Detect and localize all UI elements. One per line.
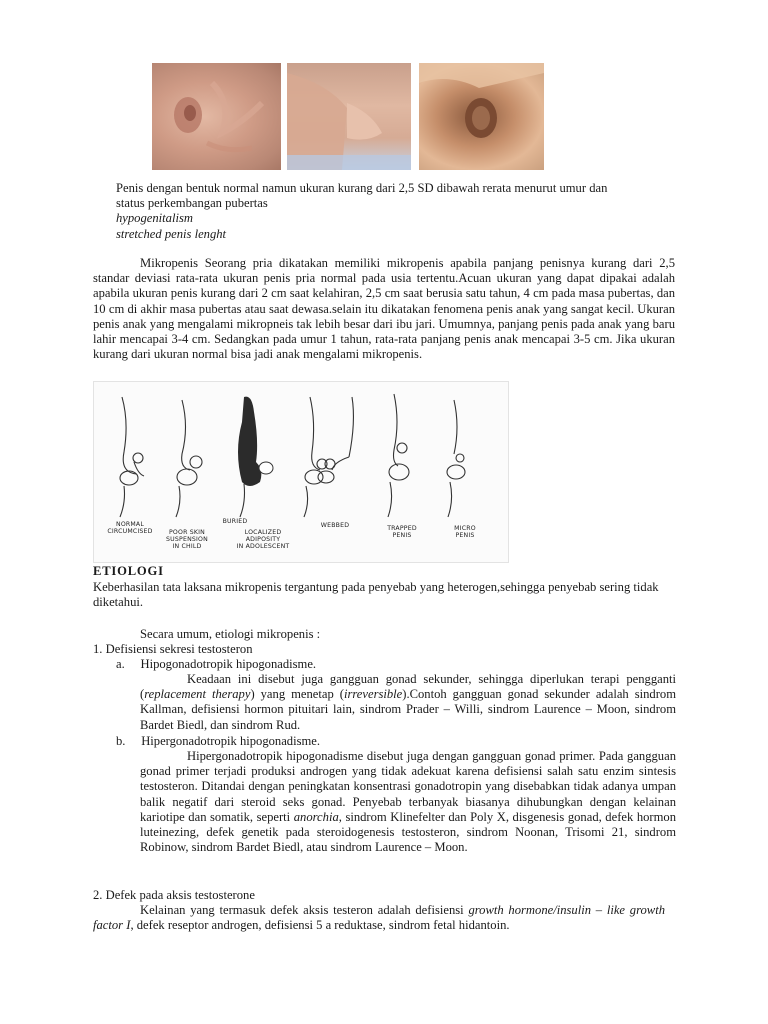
label-buried: BURIED <box>222 518 248 525</box>
clinical-photo-2-icon <box>287 63 411 170</box>
label-localized: LOCALIZED ADIPOSITY IN ADOLESCENT <box>236 529 290 551</box>
caption-line-3: hypogenitalism <box>116 211 193 226</box>
etiologi-intro: Secara umum, etiologi mikropenis : <box>140 627 321 641</box>
label-webbed: WEBBED <box>320 522 350 529</box>
label-micro: MICRO PENIS <box>454 525 476 540</box>
clinical-photo-1 <box>152 63 281 170</box>
label-trapped: TRAPPED PENIS <box>387 525 417 540</box>
item1-title: 1. Defisiensi sekresi testosteron <box>93 642 253 656</box>
item-b-title: b. Hipergonadotropik hipogonadisme. <box>116 734 321 748</box>
label-normal: NORMAL CIRCUMCISED <box>107 521 153 536</box>
etiologi-text: Keberhasilan tata laksana mikropenis tergantung pada penyebab yang heterogen,sehingga penyebab sering tidak diketahui. <box>93 580 659 610</box>
item-a-text: Keadaan ini disebut juga gangguan gonad sekunder, sehingga diperlukan terapi pengganti (replacement therapy) yang menetap (irreversible).Contoh gangguan gonad sekunder adalah sindrom Kallman, defisiensi hormon pituitari lain, sindrom Prader – Willi, sindrom Laurence – Moon, sindrom Bardet Biedl, dan sindrom Rud. <box>140 672 676 732</box>
item2-title: 2. Defek pada aksis testosterone <box>93 888 255 902</box>
clinical-photo-1-icon <box>152 63 281 170</box>
item2-text: Kelainan yang termasuk defek aksis testeron adalah defisiensi growth hormone/insulin – like growth factor I, defek reseptor androgen, defisiensi 5 a reduktase, sindrom fetal hidantoin. <box>93 903 666 933</box>
item-b-text: Hipergonadotropik hipogonadisme disebut juga dengan gangguan gonad primer. Pada gangguan gonad primer terjadi produksi androgen yang tidak adekuat karena defisiensi salah satu enzim sintesis testosteron. Ditandai dengan peningkatan konsentrasi gonadotropin yang disebabkan tidak adanya umpan balik negatif dari steroid seks gonad. Penyebab terbanyak biasanya dihubungkan dengan kelainan kariotipe dan somatik, seperti anorchia, sindrom Klinefelter dan Poly X, disgenesis gonad, defek hormon luteinezing, defek genetik pada steroidogenesis testosteron, sindrom Noonan, Trisomi 21, sindrom Robinow, sindrom Bardet Biedl, atau sindrom Laurence – Moon. <box>140 749 676 855</box>
caption-line-2: status perkembangan pubertas <box>116 196 268 211</box>
clinical-photo-3 <box>419 63 544 170</box>
definition-paragraph: Mikropenis Seorang pria dikatakan memiliki mikropenis apabila panjang penisnya kurang dari 2,5 standar deviasi rata-rata ukuran penis pria normal pada usia tertentu.Acuan ukuran yang dapat dipakai adalah apabila ukuran penis kurang dari 2 cm saat kelahiran, 2,5 cm saat berusia satu tahun, 4 cm pada masa pubertas, dan 10 cm di akhir masa pubertas atau saat dewasa.selain itu dikatakan fenomena penis anak yang sangat kecil. Ukuran penis anak yang mengalami mikropneis tak lebih besar dari ibu jari. Umumnya, panjang penis pada anak yang baru lahir mencapai 3-4 cm. Sedangkan pada umur 1 tahun, rata-rata panjang penis anak mencapai 3-5 cm. Jika ukuran kurang dari ukuran normal bisa jadi anak mengalami mikropenis. <box>93 256 675 362</box>
caption-line-4: stretched penis lenght <box>116 226 227 241</box>
classification-figure <box>93 381 509 563</box>
label-poor-skin: POOR SKIN SUSPENSION IN CHILD <box>166 529 208 551</box>
item-a-title: a. Hipogonadotropik hipogonadisme. <box>116 657 317 671</box>
clinical-photo-2 <box>287 63 411 170</box>
figure-caption <box>116 181 696 242</box>
clinical-photo-3-icon <box>419 63 544 170</box>
caption-line-1: Penis dengan bentuk normal namun ukuran kurang dari 2,5 SD dibawah rerata menurut umur dan <box>116 181 608 195</box>
section-heading-etiologi: ETIOLOGI <box>93 564 164 578</box>
